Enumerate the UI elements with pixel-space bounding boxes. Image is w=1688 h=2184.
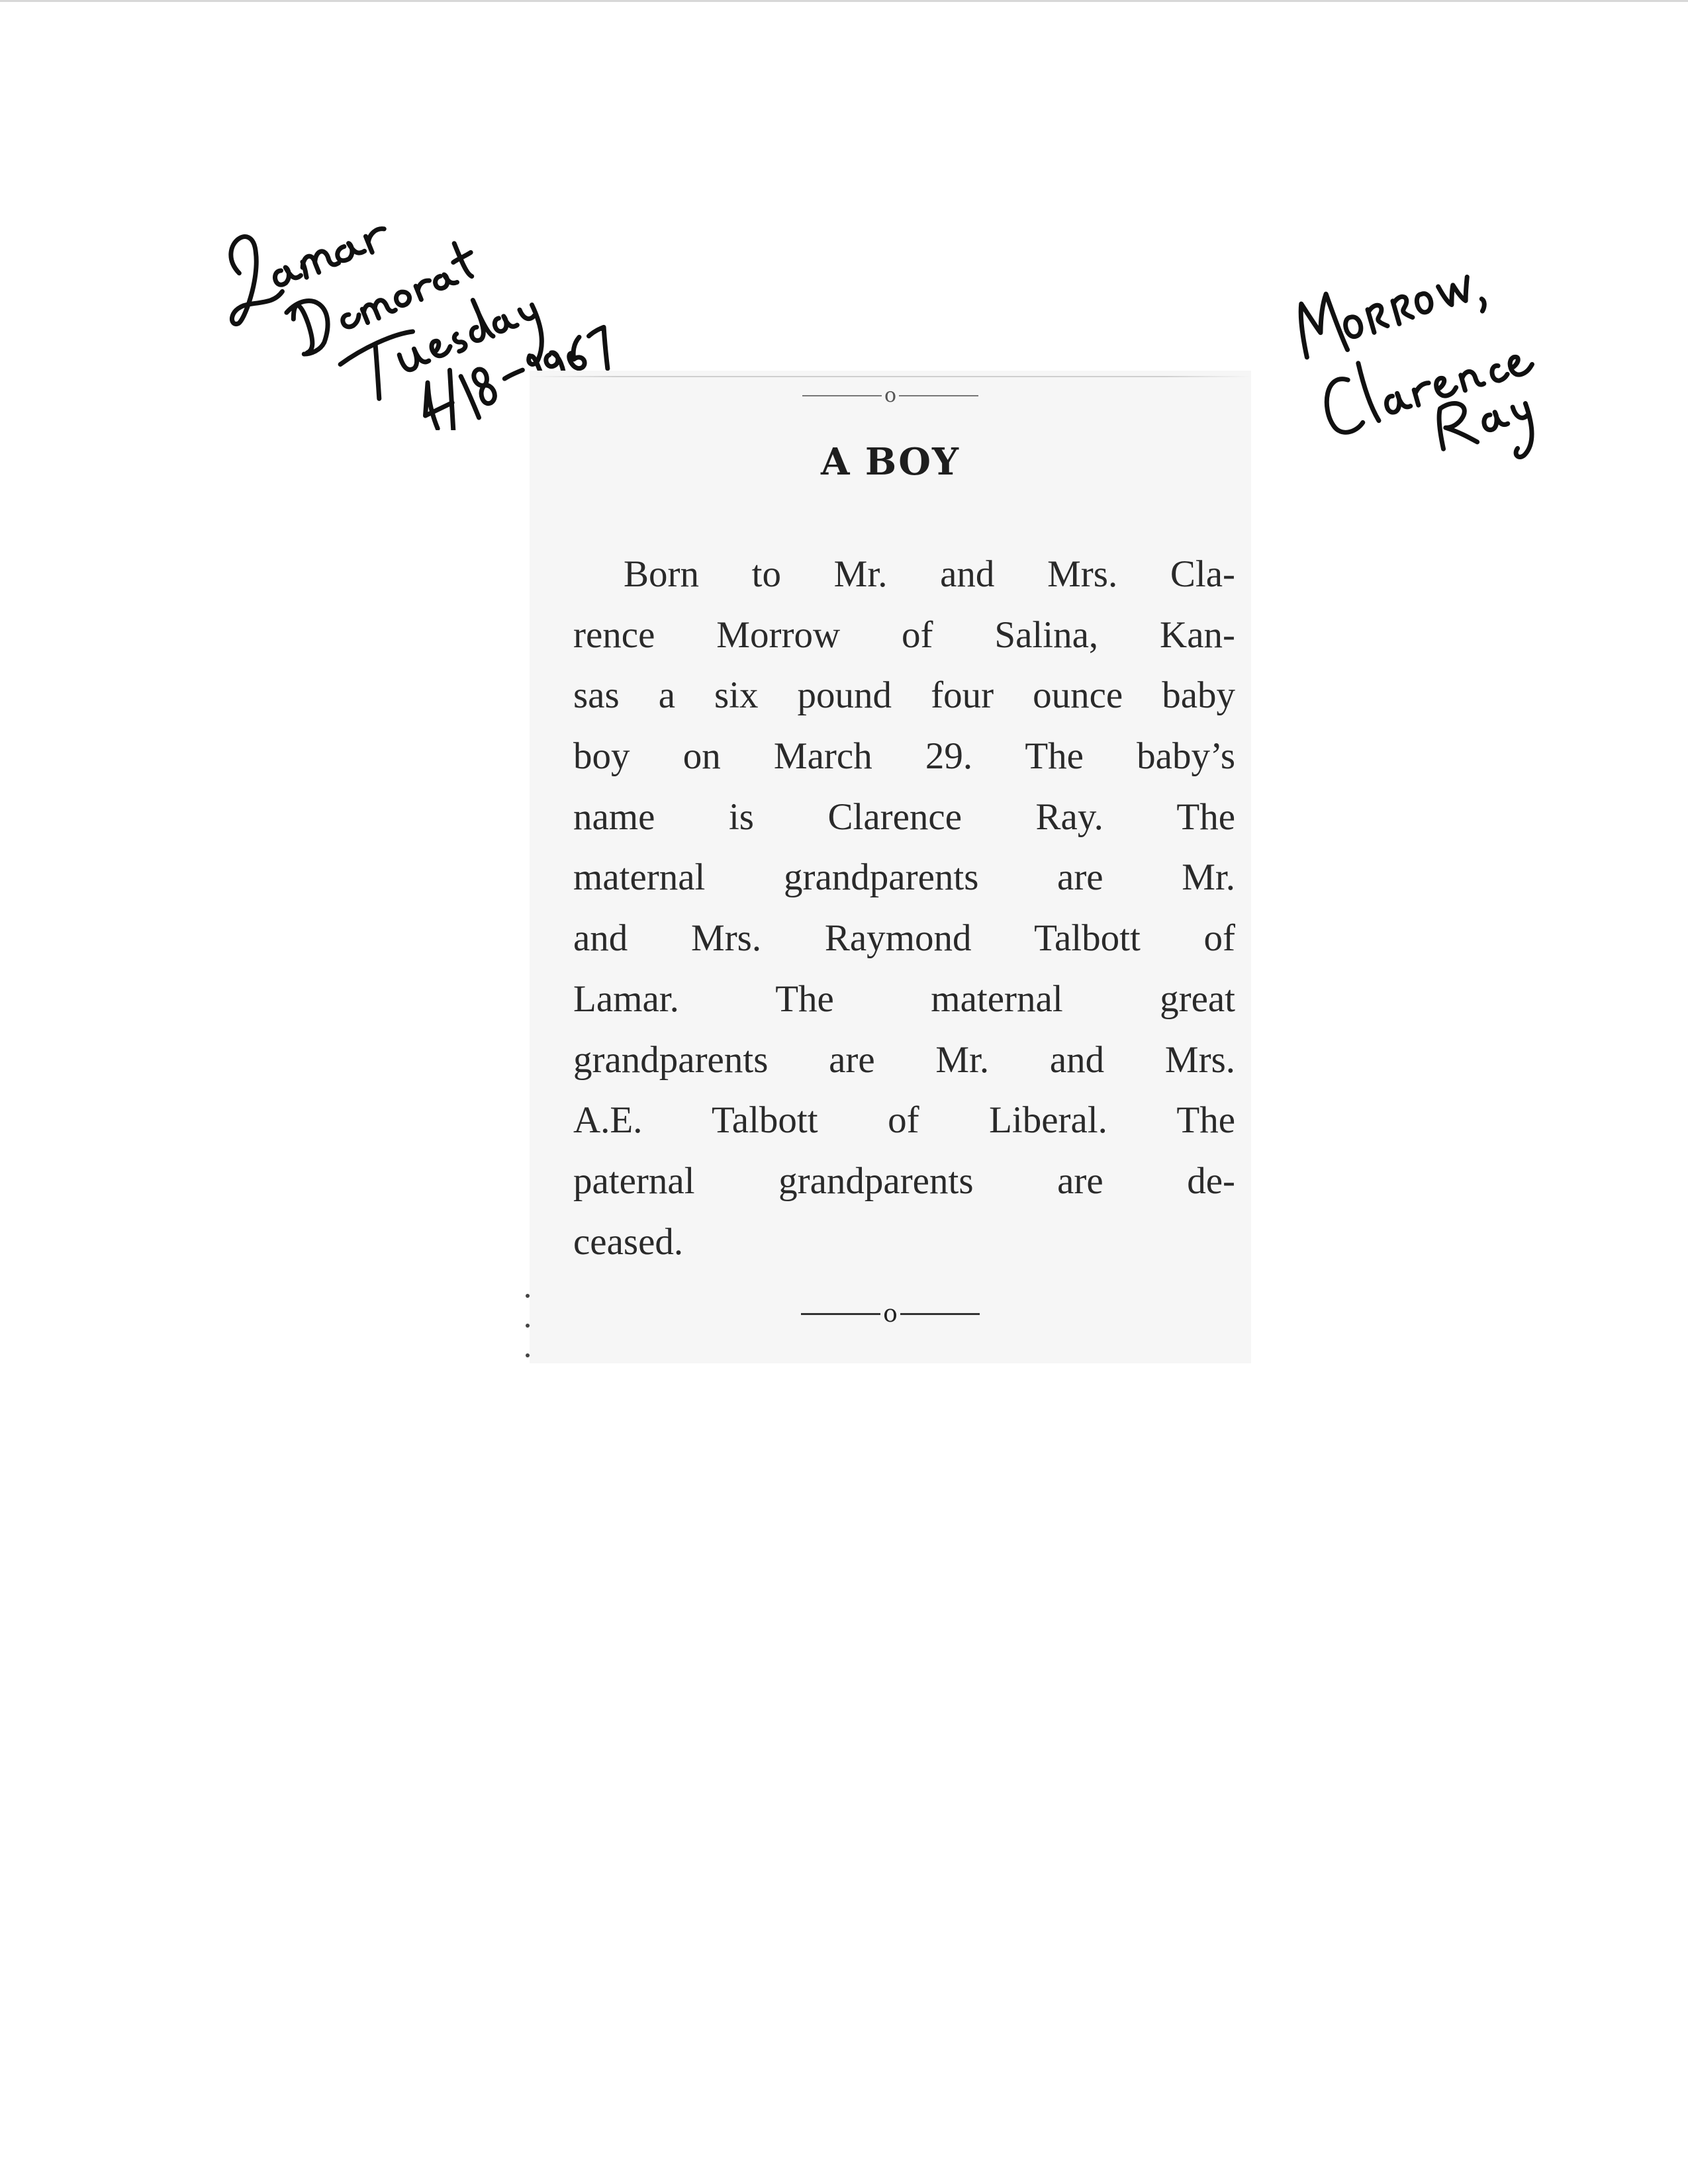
separator-line <box>801 1313 880 1315</box>
newspaper-clipping <box>530 371 1251 1363</box>
article-line: paternal grandparents are de- <box>573 1160 1235 1202</box>
separator-line <box>900 1313 980 1315</box>
separator-line <box>802 395 882 396</box>
bottom-separator <box>530 1300 1251 1328</box>
handwritten-note-name <box>1297 225 1602 477</box>
article-line: Born to Mr. and Mrs. Cla- <box>624 553 1235 595</box>
scan-speck <box>526 1294 530 1298</box>
scan-speck <box>526 1353 530 1357</box>
article-line: name is Clarence Ray. The <box>573 796 1235 838</box>
article-line: and Mrs. Raymond Talbott of <box>573 917 1235 960</box>
page-top-edge <box>0 0 1688 2</box>
top-separator <box>530 384 1251 407</box>
clipping-top-edge <box>530 376 1251 377</box>
separator-mark: o <box>884 384 897 407</box>
article-line: boy on March 29. The baby’s <box>573 735 1235 778</box>
article-body <box>573 544 1235 1272</box>
article-line: A.E. Talbott of Liberal. The <box>573 1099 1235 1142</box>
article-line: rence Morrow of Salina, Kan- <box>573 614 1235 656</box>
article-line: grandparents are Mr. and Mrs. <box>573 1038 1235 1081</box>
article-line: Lamar. The maternal great <box>573 978 1235 1020</box>
article-headline: A BOY <box>820 440 961 484</box>
article-line: ceased. <box>573 1220 684 1263</box>
separator-mark: o <box>883 1300 898 1328</box>
article-line: sas a six pound four ounce baby <box>573 674 1235 717</box>
separator-line <box>899 395 978 396</box>
scan-speck <box>526 1324 530 1328</box>
article-line: maternal grandparents are Mr. <box>573 856 1235 899</box>
